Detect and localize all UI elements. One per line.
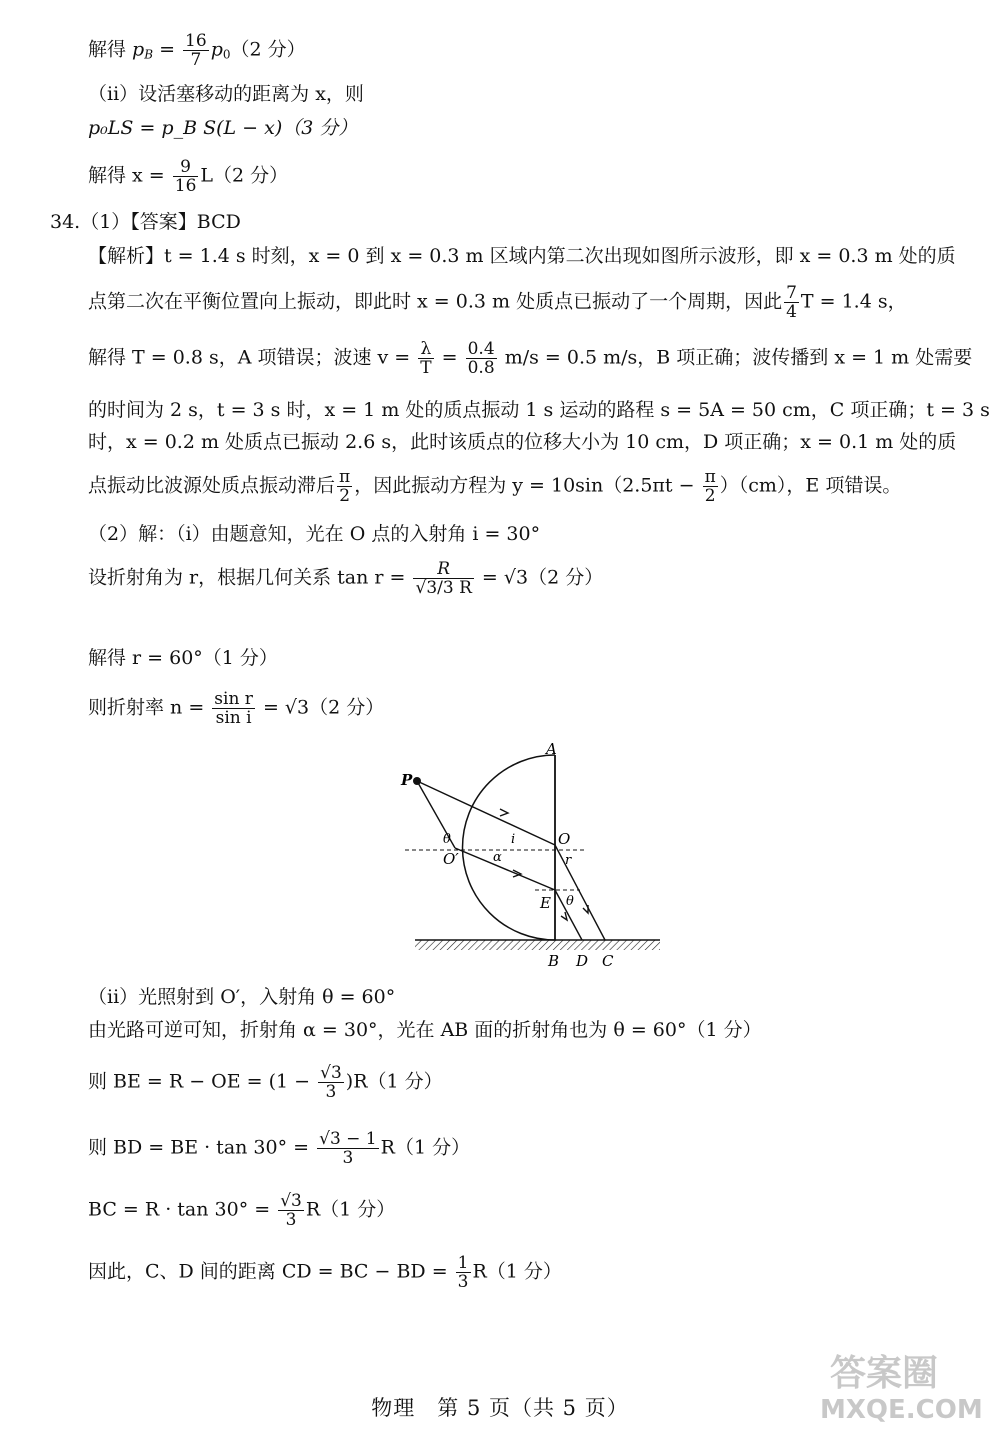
text: 点第二次在平衡位置向上振动，即此时 x = 0.3 m 处质点已振动了一个周期，因此 [88,290,783,313]
text: 则 BE = R − OE = (1 − [88,1070,317,1093]
arrow-1 [500,809,508,816]
fraction [784,284,799,321]
label-p: P [401,771,413,789]
cd-line [88,1254,562,1291]
text: = [153,38,182,61]
be-line [88,1064,443,1101]
text: = [435,346,464,369]
watermark-url: MXQE.COM [820,1395,983,1425]
label-i: i [511,832,516,847]
denominator: 2 [704,486,716,506]
score: （2 分） [230,38,306,61]
fraction [703,468,718,505]
analysis-line-4: 的时间为 2 s，t = 3 s 时，x = 1 m 处的质点振动 1 s 运动的路程 s = 5A = 50 cm，C 项正确；t = 3 s [88,399,990,421]
ray-po [417,781,555,845]
numerator: π [339,467,351,487]
result-x-line [88,158,288,195]
text: T = 1.4 s， [800,290,907,313]
fraction [466,340,497,377]
label-o: O [558,830,571,848]
denominator: 4 [786,302,797,322]
numerator: √3 [280,1191,302,1211]
analysis-line-6 [88,468,901,505]
refractive-index-line [88,690,384,727]
label-theta-1: θ [443,832,451,847]
label-c: C [602,952,614,970]
text: R（1 分） [380,1136,471,1159]
text: ，因此振动方程为 y = 10sin（2.5πt − [354,474,701,497]
text: L（2 分） [200,164,289,187]
part-ii-incident: （ii）光照射到 O′，入射角 θ = 60° [88,986,396,1008]
result-pb-line [88,32,306,69]
fraction [337,468,352,505]
fraction [173,158,199,195]
denominator: 3 [457,1272,469,1292]
text: 解得 T = 0.8 s，A 项错误；波速 v = [88,346,417,369]
denominator: 2 [339,486,351,506]
analysis-line-1: 【解析】t = 1.4 s 时刻，x = 0 到 x = 0.3 m 区域内第二次出现如图所示波形，即 x = 0.3 m 处的质 [88,245,956,267]
text: R（1 分） [305,1198,396,1221]
text: BC = R · tan 30° = [88,1198,277,1221]
bd-line [88,1130,470,1167]
text: 解得 x = [88,164,171,187]
fraction [413,560,473,597]
numerator: 9 [173,158,199,177]
numerator: √3 − 1 [319,1129,377,1149]
reversibility-line: 由光路可逆可知，折射角 α = 30°，光在 AB 面的折射角也为 θ = 60°（1 分） [88,1019,762,1041]
label-alpha: α [493,850,502,865]
denominator: 7 [190,50,202,70]
text: ）（cm），E 项错误。 [719,474,902,497]
numerator: 0.4 [467,339,495,359]
numerator: λ [418,340,433,359]
label-e: E [540,894,551,912]
fraction [278,1192,304,1229]
label-o-prime: O′ [443,850,459,868]
var-p0: p [210,38,223,61]
numerator: π [704,467,716,487]
text: R（1 分） [472,1260,562,1283]
sub-0: 0 [222,47,231,62]
numerator: 7 [786,283,797,303]
ray-oc [555,845,605,940]
tan-r-line [88,560,603,597]
semicircle-arc [463,755,556,940]
analysis-line-2 [88,284,907,321]
solution-part-i: （2）解：（i）由题意知，光在 O 点的入射角 i = 30° [88,523,541,545]
text: 因此，C、D 间的距离 CD = BC − BD = [88,1260,454,1283]
numerator: 16 [185,31,207,51]
arrow-4 [561,912,567,920]
numerator: sin r [214,689,253,709]
denominator: 3 [342,1148,354,1168]
text: 点振动比波源处质点振动滞后 [88,474,336,497]
text: 则 BD = BE · tan 30° = [88,1136,316,1159]
text: m/s = 0.5 m/s，B 项正确；波传播到 x = 1 m 处需要 [498,346,973,369]
denominator: sin i [215,708,252,728]
fraction [212,690,255,727]
label-a: A [546,740,557,758]
var-p: p [132,38,145,61]
text: 设折射角为 r，根据几何关系 tan r = [88,566,412,589]
part-ii-line: （ii）设活塞移动的距离为 x，则 [88,83,364,105]
analysis-line-3 [88,340,972,377]
text: 解得 [88,38,133,61]
sub-b: B [144,47,154,62]
denominator: 3 [325,1082,337,1102]
result-r-line: 解得 r = 60°（1 分） [88,647,278,669]
denominator: 3 [285,1210,297,1230]
watermark-logo: 答案圈 [830,1353,939,1394]
label-r: r [565,853,572,868]
label-b: B [548,952,560,970]
fraction [183,32,209,69]
text: 则折射率 n = [88,696,211,719]
text: = √3（2 分） [475,566,604,589]
numerator: 1 [457,1253,469,1273]
bc-line [88,1192,395,1229]
label-d: D [576,952,589,970]
numerator: R [413,560,473,579]
label-theta-2: θ [566,894,574,909]
ground-hatch [415,940,660,950]
fraction [456,1254,471,1291]
equation-line: p₀LS = p_B S(L − x)（3 分） [88,117,358,139]
text: )R（1 分） [345,1070,443,1093]
optics-diagram [395,740,665,972]
fraction [418,340,433,377]
denominator: 16 [174,176,197,196]
text: = √3（2 分） [256,696,385,719]
denominator: √3/3 R [415,578,472,598]
analysis-line-5: 时，x = 0.2 m 处质点已振动 2.6 s，此时该质点的位移大小为 10 cm，D 项正确；x = 0.1 m 处的质 [88,431,957,453]
denominator: T [420,358,432,378]
numerator: √3 [320,1063,342,1083]
denominator: 0.8 [467,358,495,378]
question-34-answer: 34.（1）【答案】BCD [50,211,241,233]
fraction [317,1130,379,1167]
page-footer: 物理 第 5 页（共 5 页） [371,1396,629,1420]
fraction [318,1064,344,1101]
